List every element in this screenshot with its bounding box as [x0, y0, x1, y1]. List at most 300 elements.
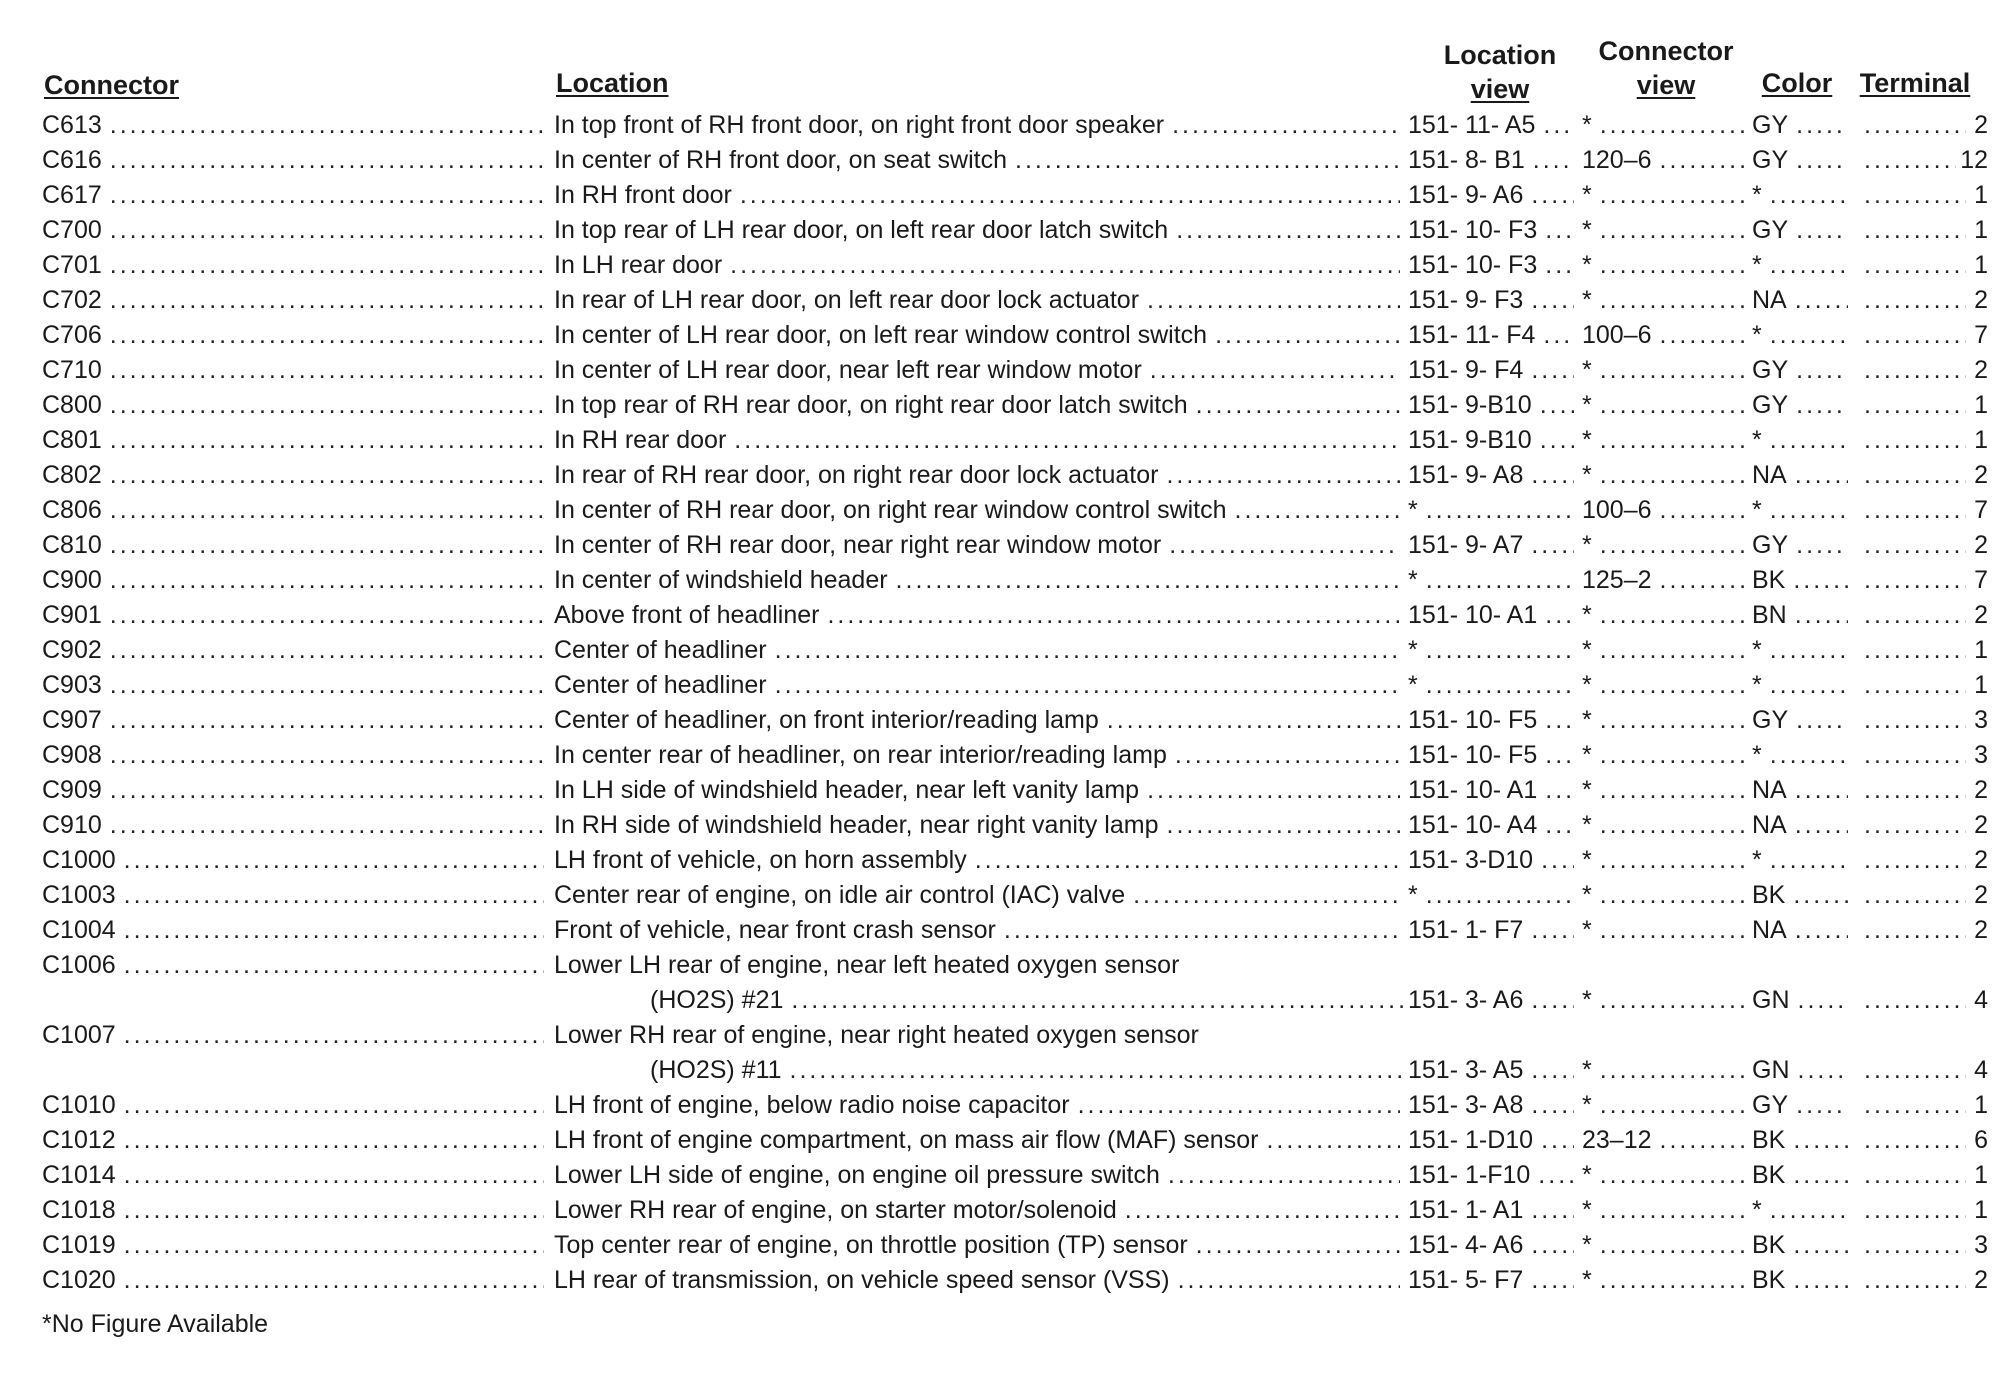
- dot-leader: [1796, 703, 1848, 738]
- connector-view-cell: [1582, 773, 1752, 808]
- dot-leader: [1864, 353, 1966, 388]
- wire-color: GY: [1752, 146, 1789, 174]
- connector-cell: [42, 1263, 548, 1298]
- location-view-ref: 151- 3- A5: [1408, 1056, 1524, 1084]
- wire-color: BK: [1752, 1126, 1786, 1154]
- connector-view-ref: *: [1582, 706, 1592, 734]
- terminal-count: 1: [1974, 391, 1988, 419]
- dot-leader: [1795, 458, 1848, 493]
- terminal-cell: [1856, 1123, 1988, 1158]
- location-text: LH front of engine, below radio noise capacitor: [554, 1091, 1070, 1119]
- dot-leader: [896, 563, 1400, 598]
- location-view-cell: [1408, 1123, 1578, 1158]
- terminal-cell: [1856, 143, 1988, 178]
- dot-leader: [1798, 983, 1849, 1018]
- connector-view-ref: *: [1582, 426, 1592, 454]
- dot-leader: [1215, 318, 1400, 353]
- location-cell: [554, 843, 1404, 878]
- connector-id: C900: [42, 566, 102, 594]
- location-view-ref: 151- 10- F5: [1408, 741, 1538, 769]
- connector-cell: [42, 598, 548, 633]
- dot-leader: [1795, 808, 1848, 843]
- dot-leader: [1793, 1158, 1848, 1193]
- dot-leader: [1600, 178, 1748, 213]
- connector-cell: [42, 458, 548, 493]
- location-view-cell: [1408, 913, 1578, 948]
- location-view-ref: 151- 1-F10: [1408, 1161, 1531, 1189]
- location-text: In center of LH rear door, near left rear window motor: [554, 356, 1142, 384]
- dot-leader: [775, 633, 1400, 668]
- dot-leader: [1150, 353, 1400, 388]
- connector-view-ref: *: [1582, 881, 1592, 909]
- dot-leader: [1531, 353, 1574, 388]
- dot-leader: [1600, 808, 1748, 843]
- connector-view-ref: *: [1582, 251, 1592, 279]
- location-view-cell: [1408, 1263, 1578, 1298]
- location-cell: [554, 878, 1404, 913]
- color-cell: [1752, 668, 1852, 703]
- terminal-cell: [1856, 1228, 1988, 1263]
- location-cell: [554, 563, 1404, 598]
- connector-view-cell: [1582, 528, 1752, 563]
- color-cell: [1752, 598, 1852, 633]
- terminal-count: 6: [1974, 1126, 1988, 1154]
- table-row: [0, 283, 1996, 318]
- terminal-count: 2: [1974, 916, 1988, 944]
- dot-leader: [1864, 913, 1966, 948]
- dot-leader: [110, 598, 544, 633]
- connector-id: C802: [42, 461, 102, 489]
- dot-leader: [1793, 563, 1848, 598]
- location-text: Lower RH rear of engine, on starter motor/solenoid: [554, 1196, 1117, 1224]
- location-view-cell: [1408, 178, 1578, 213]
- connector-view-ref: *: [1582, 916, 1592, 944]
- location-view-ref: 151- 9- F4: [1408, 356, 1524, 384]
- connector-view-cell: [1582, 388, 1752, 423]
- connector-cell: [42, 178, 548, 213]
- dot-leader: [1864, 528, 1966, 563]
- location-view-cell: [1408, 668, 1578, 703]
- dot-leader: [1864, 843, 1966, 878]
- terminal-count: 2: [1974, 811, 1988, 839]
- connector-view-ref: 23–12: [1582, 1126, 1652, 1154]
- connector-cell: [42, 843, 548, 878]
- connector-cell: [42, 738, 548, 773]
- location-text-cont: (HO2S) #21: [650, 986, 784, 1014]
- connector-cell: [42, 1158, 548, 1193]
- location-cell: [554, 738, 1404, 773]
- dot-leader: [1538, 1158, 1574, 1193]
- connector-view-cell: [1582, 878, 1752, 913]
- dot-leader: [827, 598, 1400, 633]
- connector-id: C907: [42, 706, 102, 734]
- location-text: Front of vehicle, near front crash sensor: [554, 916, 996, 944]
- dot-leader: [1600, 878, 1748, 913]
- dot-leader: [1600, 738, 1748, 773]
- connector-id: C1004: [42, 916, 116, 944]
- location-text: In top rear of RH rear door, on right rear door latch switch: [554, 391, 1188, 419]
- location-text: Center of headliner: [554, 671, 767, 699]
- terminal-count: 12: [1960, 146, 1988, 174]
- table-row: [0, 248, 1996, 283]
- location-cell: [554, 1193, 1404, 1228]
- dot-leader: [1864, 773, 1966, 808]
- dot-leader: [110, 703, 544, 738]
- connector-view-cell: [1582, 1193, 1752, 1228]
- location-text: LH rear of transmission, on vehicle speed sensor (VSS): [554, 1266, 1170, 1294]
- terminal-cell: [1856, 598, 1988, 633]
- dot-leader: [1864, 668, 1966, 703]
- location-cell: [554, 1263, 1404, 1298]
- dot-leader: [110, 353, 544, 388]
- location-view-cell: [1408, 528, 1578, 563]
- dot-leader: [110, 493, 544, 528]
- dot-leader: [1531, 283, 1574, 318]
- location-view-ref: 151- 9-B10: [1408, 426, 1532, 454]
- location-view-ref: 151- 1- A1: [1408, 1196, 1524, 1224]
- dot-leader: [1600, 1053, 1748, 1088]
- dot-leader: [1600, 983, 1748, 1018]
- connector-view-cell: [1582, 283, 1752, 318]
- wire-color: *: [1752, 671, 1762, 699]
- terminal-cell: [1856, 528, 1988, 563]
- location-view-ref: 151- 5- F7: [1408, 1266, 1524, 1294]
- location-cell: [554, 1228, 1404, 1263]
- dot-leader: [1015, 143, 1400, 178]
- color-cell: [1752, 703, 1852, 738]
- dot-leader: [1796, 353, 1848, 388]
- dot-leader: [110, 318, 544, 353]
- dot-leader: [1864, 808, 1966, 843]
- color-cell: [1752, 1053, 1852, 1088]
- dot-leader: [1795, 773, 1848, 808]
- table-row: [0, 1088, 1996, 1123]
- connector-view-ref: *: [1582, 671, 1592, 699]
- connector-id: C810: [42, 531, 102, 559]
- dot-leader: [1545, 248, 1574, 283]
- wire-color: GY: [1752, 1091, 1789, 1119]
- dot-leader: [975, 843, 1400, 878]
- dot-leader: [1166, 458, 1400, 493]
- dot-leader: [110, 738, 544, 773]
- color-cell: [1752, 528, 1852, 563]
- location-view-cell: [1408, 213, 1578, 248]
- connector-view-cell: [1582, 598, 1752, 633]
- dot-leader: [1660, 318, 1748, 353]
- terminal-cell: [1856, 458, 1988, 493]
- location-text: Center of headliner, on front interior/reading lamp: [554, 706, 1099, 734]
- dot-leader: [1864, 248, 1966, 283]
- wire-color: *: [1752, 251, 1762, 279]
- dot-leader: [1172, 108, 1400, 143]
- connector-cell: [42, 808, 548, 843]
- dot-leader: [1531, 1088, 1574, 1123]
- location-cell: [554, 1088, 1404, 1123]
- terminal-count: 2: [1974, 286, 1988, 314]
- location-text: In top rear of LH rear door, on left rear door latch switch: [554, 216, 1169, 244]
- dot-leader: [734, 423, 1400, 458]
- terminal-cell: [1856, 248, 1988, 283]
- dot-leader: [1540, 388, 1574, 423]
- location-view-ref: *: [1408, 496, 1418, 524]
- location-view-cell: [1408, 353, 1578, 388]
- location-line2: [554, 983, 1404, 1018]
- location-view-ref: 151- 4- A6: [1408, 1231, 1524, 1259]
- dot-leader: [124, 1123, 544, 1158]
- terminal-cell: [1856, 283, 1988, 318]
- table-row: [0, 598, 1996, 633]
- location-view-cell: [1408, 983, 1578, 1018]
- connector-view-cell: [1582, 633, 1752, 668]
- terminal-count: 3: [1974, 1231, 1988, 1259]
- dot-leader: [1531, 458, 1574, 493]
- color-cell: [1752, 1193, 1852, 1228]
- table-row: [0, 1263, 1996, 1298]
- connector-view-cell: [1582, 843, 1752, 878]
- table-row: [0, 213, 1996, 248]
- terminal-count: 2: [1974, 776, 1988, 804]
- location-view-cell: [1408, 878, 1578, 913]
- connector-rows: [0, 108, 1996, 1298]
- terminal-count: 2: [1974, 111, 1988, 139]
- location-view-ref: 151- 11- F4: [1408, 321, 1536, 349]
- location-view-cell: [1408, 843, 1578, 878]
- dot-leader: [1600, 1228, 1748, 1263]
- location-view-ref: 151- 9- A6: [1408, 181, 1524, 209]
- wire-color: GY: [1752, 531, 1789, 559]
- location-view-cell: [1408, 703, 1578, 738]
- terminal-count: 1: [1974, 216, 1988, 244]
- table-row: [0, 318, 1996, 353]
- connector-view-cell: [1582, 1053, 1752, 1088]
- dot-leader: [110, 178, 544, 213]
- connector-id: C1010: [42, 1091, 116, 1119]
- terminal-count: 3: [1974, 741, 1988, 769]
- connector-view-ref: *: [1582, 391, 1592, 419]
- location-view-cell: [1408, 318, 1578, 353]
- color-cell: [1752, 983, 1852, 1018]
- location-view-ref: *: [1408, 881, 1418, 909]
- dot-leader: [1864, 738, 1966, 773]
- dot-leader: [110, 458, 544, 493]
- dot-leader: [110, 388, 544, 423]
- terminal-count: 1: [1974, 251, 1988, 279]
- wire-color: BK: [1752, 1266, 1786, 1294]
- dot-leader: [1147, 773, 1400, 808]
- footnote: *No Figure Available: [42, 1310, 269, 1338]
- dot-leader: [110, 143, 544, 178]
- dot-leader: [1545, 598, 1574, 633]
- location-text: Above front of headliner: [554, 601, 820, 629]
- dot-leader: [1176, 213, 1400, 248]
- connector-view-cell: [1582, 703, 1752, 738]
- color-cell: [1752, 493, 1852, 528]
- connector-cell: [42, 423, 548, 458]
- dot-leader: [124, 1018, 544, 1053]
- location-cell: [554, 493, 1404, 528]
- terminal-cell: [1856, 1193, 1988, 1228]
- location-cell: [554, 353, 1404, 388]
- connector-id: C806: [42, 496, 102, 524]
- table-row: [0, 738, 1996, 773]
- table-row: [0, 913, 1996, 948]
- connector-id: C801: [42, 426, 102, 454]
- dot-leader: [1600, 598, 1748, 633]
- location-view-cell: [1408, 388, 1578, 423]
- connector-id: C710: [42, 356, 102, 384]
- location-view-ref: 151- 10- A1: [1408, 601, 1538, 629]
- location-view-ref: 151- 10- F5: [1408, 706, 1538, 734]
- dot-leader: [1796, 1088, 1848, 1123]
- header-location-view: Location view: [1443, 40, 1557, 104]
- location-text: In center of windshield header: [554, 566, 888, 594]
- connector-id: C700: [42, 216, 102, 244]
- color-cell: [1752, 878, 1852, 913]
- dot-leader: [1796, 108, 1848, 143]
- location-cell: [554, 248, 1404, 283]
- dot-leader: [1770, 493, 1848, 528]
- location-text: In rear of RH rear door, on right rear door lock actuator: [554, 461, 1159, 489]
- connector-view-ref: *: [1582, 356, 1592, 384]
- terminal-cell: [1856, 773, 1988, 808]
- dot-leader: [791, 986, 1404, 1014]
- location-view-ref: 151- 9-B10: [1408, 391, 1532, 419]
- dot-leader: [124, 1193, 544, 1228]
- wire-color: *: [1752, 636, 1762, 664]
- location-cell: [554, 318, 1404, 353]
- dot-leader: [1864, 1123, 1966, 1158]
- dot-leader: [110, 808, 544, 843]
- dot-leader: [1600, 1193, 1748, 1228]
- wire-color: NA: [1752, 286, 1787, 314]
- color-cell: [1752, 738, 1852, 773]
- table-row: [0, 668, 1996, 703]
- location-view-cell: [1408, 143, 1578, 178]
- dot-leader: [1770, 248, 1848, 283]
- dot-leader: [1864, 1158, 1966, 1193]
- location-line1: [554, 948, 1404, 983]
- table-row: [0, 108, 1996, 143]
- location-cell: [554, 633, 1404, 668]
- dot-leader: [1125, 1193, 1400, 1228]
- dot-leader: [110, 213, 544, 248]
- connector-cell: [42, 668, 548, 703]
- dot-leader: [124, 1158, 544, 1193]
- wire-color: *: [1752, 426, 1762, 454]
- connector-view-ref: *: [1582, 776, 1592, 804]
- connector-view-ref: 100–6: [1582, 321, 1652, 349]
- dot-leader: [1541, 843, 1574, 878]
- location-cell: [554, 213, 1404, 248]
- connector-cell: [42, 1123, 548, 1158]
- location-view-ref: *: [1408, 671, 1418, 699]
- connector-view-ref: *: [1582, 601, 1592, 629]
- wire-color: BK: [1752, 1161, 1786, 1189]
- terminal-cell: [1856, 983, 1988, 1018]
- dot-leader: [1600, 108, 1748, 143]
- dot-leader: [1660, 143, 1748, 178]
- dot-leader: [1864, 388, 1966, 423]
- dot-leader: [1770, 318, 1848, 353]
- dot-leader: [1426, 633, 1574, 668]
- dot-leader: [1864, 1053, 1966, 1088]
- color-cell: [1752, 1123, 1852, 1158]
- location-cell: [554, 283, 1404, 318]
- connector-view-cell: [1582, 143, 1752, 178]
- connector-view-ref: *: [1582, 531, 1592, 559]
- dot-leader: [1864, 1263, 1966, 1298]
- wire-color: BN: [1752, 601, 1787, 629]
- dot-leader: [1600, 703, 1748, 738]
- connector-view-ref: *: [1582, 741, 1592, 769]
- dot-leader: [1531, 1193, 1574, 1228]
- connector-id: C1019: [42, 1231, 116, 1259]
- connector-cell: [42, 1018, 548, 1053]
- location-view-cell: [1408, 808, 1578, 843]
- wire-color: *: [1752, 1196, 1762, 1224]
- terminal-cell: [1856, 1263, 1988, 1298]
- dot-leader: [1600, 668, 1748, 703]
- terminal-count: 1: [1974, 1091, 1988, 1119]
- location-line2: [554, 1053, 1404, 1088]
- connector-view-cell: [1582, 178, 1752, 213]
- location-text: Lower RH rear of engine, near right heated oxygen sensor: [554, 1021, 1199, 1049]
- dot-leader: [1531, 1053, 1574, 1088]
- connector-view-cell: [1582, 1228, 1752, 1263]
- connector-cell: [42, 703, 548, 738]
- connector-cell: [42, 633, 548, 668]
- connector-id: C613: [42, 111, 102, 139]
- dot-leader: [1600, 843, 1748, 878]
- dot-leader: [1600, 458, 1748, 493]
- dot-leader: [1235, 493, 1400, 528]
- connector-id: C1000: [42, 846, 116, 874]
- color-cell: [1752, 563, 1852, 598]
- dot-leader: [1545, 808, 1574, 843]
- dot-leader: [1600, 528, 1748, 563]
- location-view-ref: 151- 1-D10: [1408, 1126, 1534, 1154]
- connector-cell: [42, 248, 548, 283]
- terminal-cell: [1856, 808, 1988, 843]
- location-cell: [554, 388, 1404, 423]
- color-cell: [1752, 1088, 1852, 1123]
- table-row: [0, 353, 1996, 388]
- dot-leader: [1864, 178, 1966, 213]
- dot-leader: [1600, 773, 1748, 808]
- connector-cell: [42, 143, 548, 178]
- dot-leader: [1864, 983, 1966, 1018]
- terminal-cell: [1856, 738, 1988, 773]
- terminal-count: 2: [1974, 601, 1988, 629]
- dot-leader: [1796, 143, 1848, 178]
- connector-view-cell: [1582, 493, 1752, 528]
- dot-leader: [1864, 878, 1966, 913]
- dot-leader: [1864, 458, 1966, 493]
- terminal-count: 7: [1974, 496, 1988, 524]
- color-cell: [1752, 248, 1852, 283]
- table-row: [0, 1123, 1996, 1158]
- location-view-ref: 151- 11- A5: [1408, 111, 1536, 139]
- dot-leader: [1864, 283, 1966, 318]
- dot-leader: [1770, 843, 1848, 878]
- dot-leader: [1426, 878, 1574, 913]
- wire-color: *: [1752, 321, 1762, 349]
- connector-view-ref: *: [1582, 216, 1592, 244]
- dot-leader: [1540, 423, 1574, 458]
- location-view-ref: *: [1408, 566, 1418, 594]
- connector-view-cell: [1582, 668, 1752, 703]
- dot-leader: [1770, 633, 1848, 668]
